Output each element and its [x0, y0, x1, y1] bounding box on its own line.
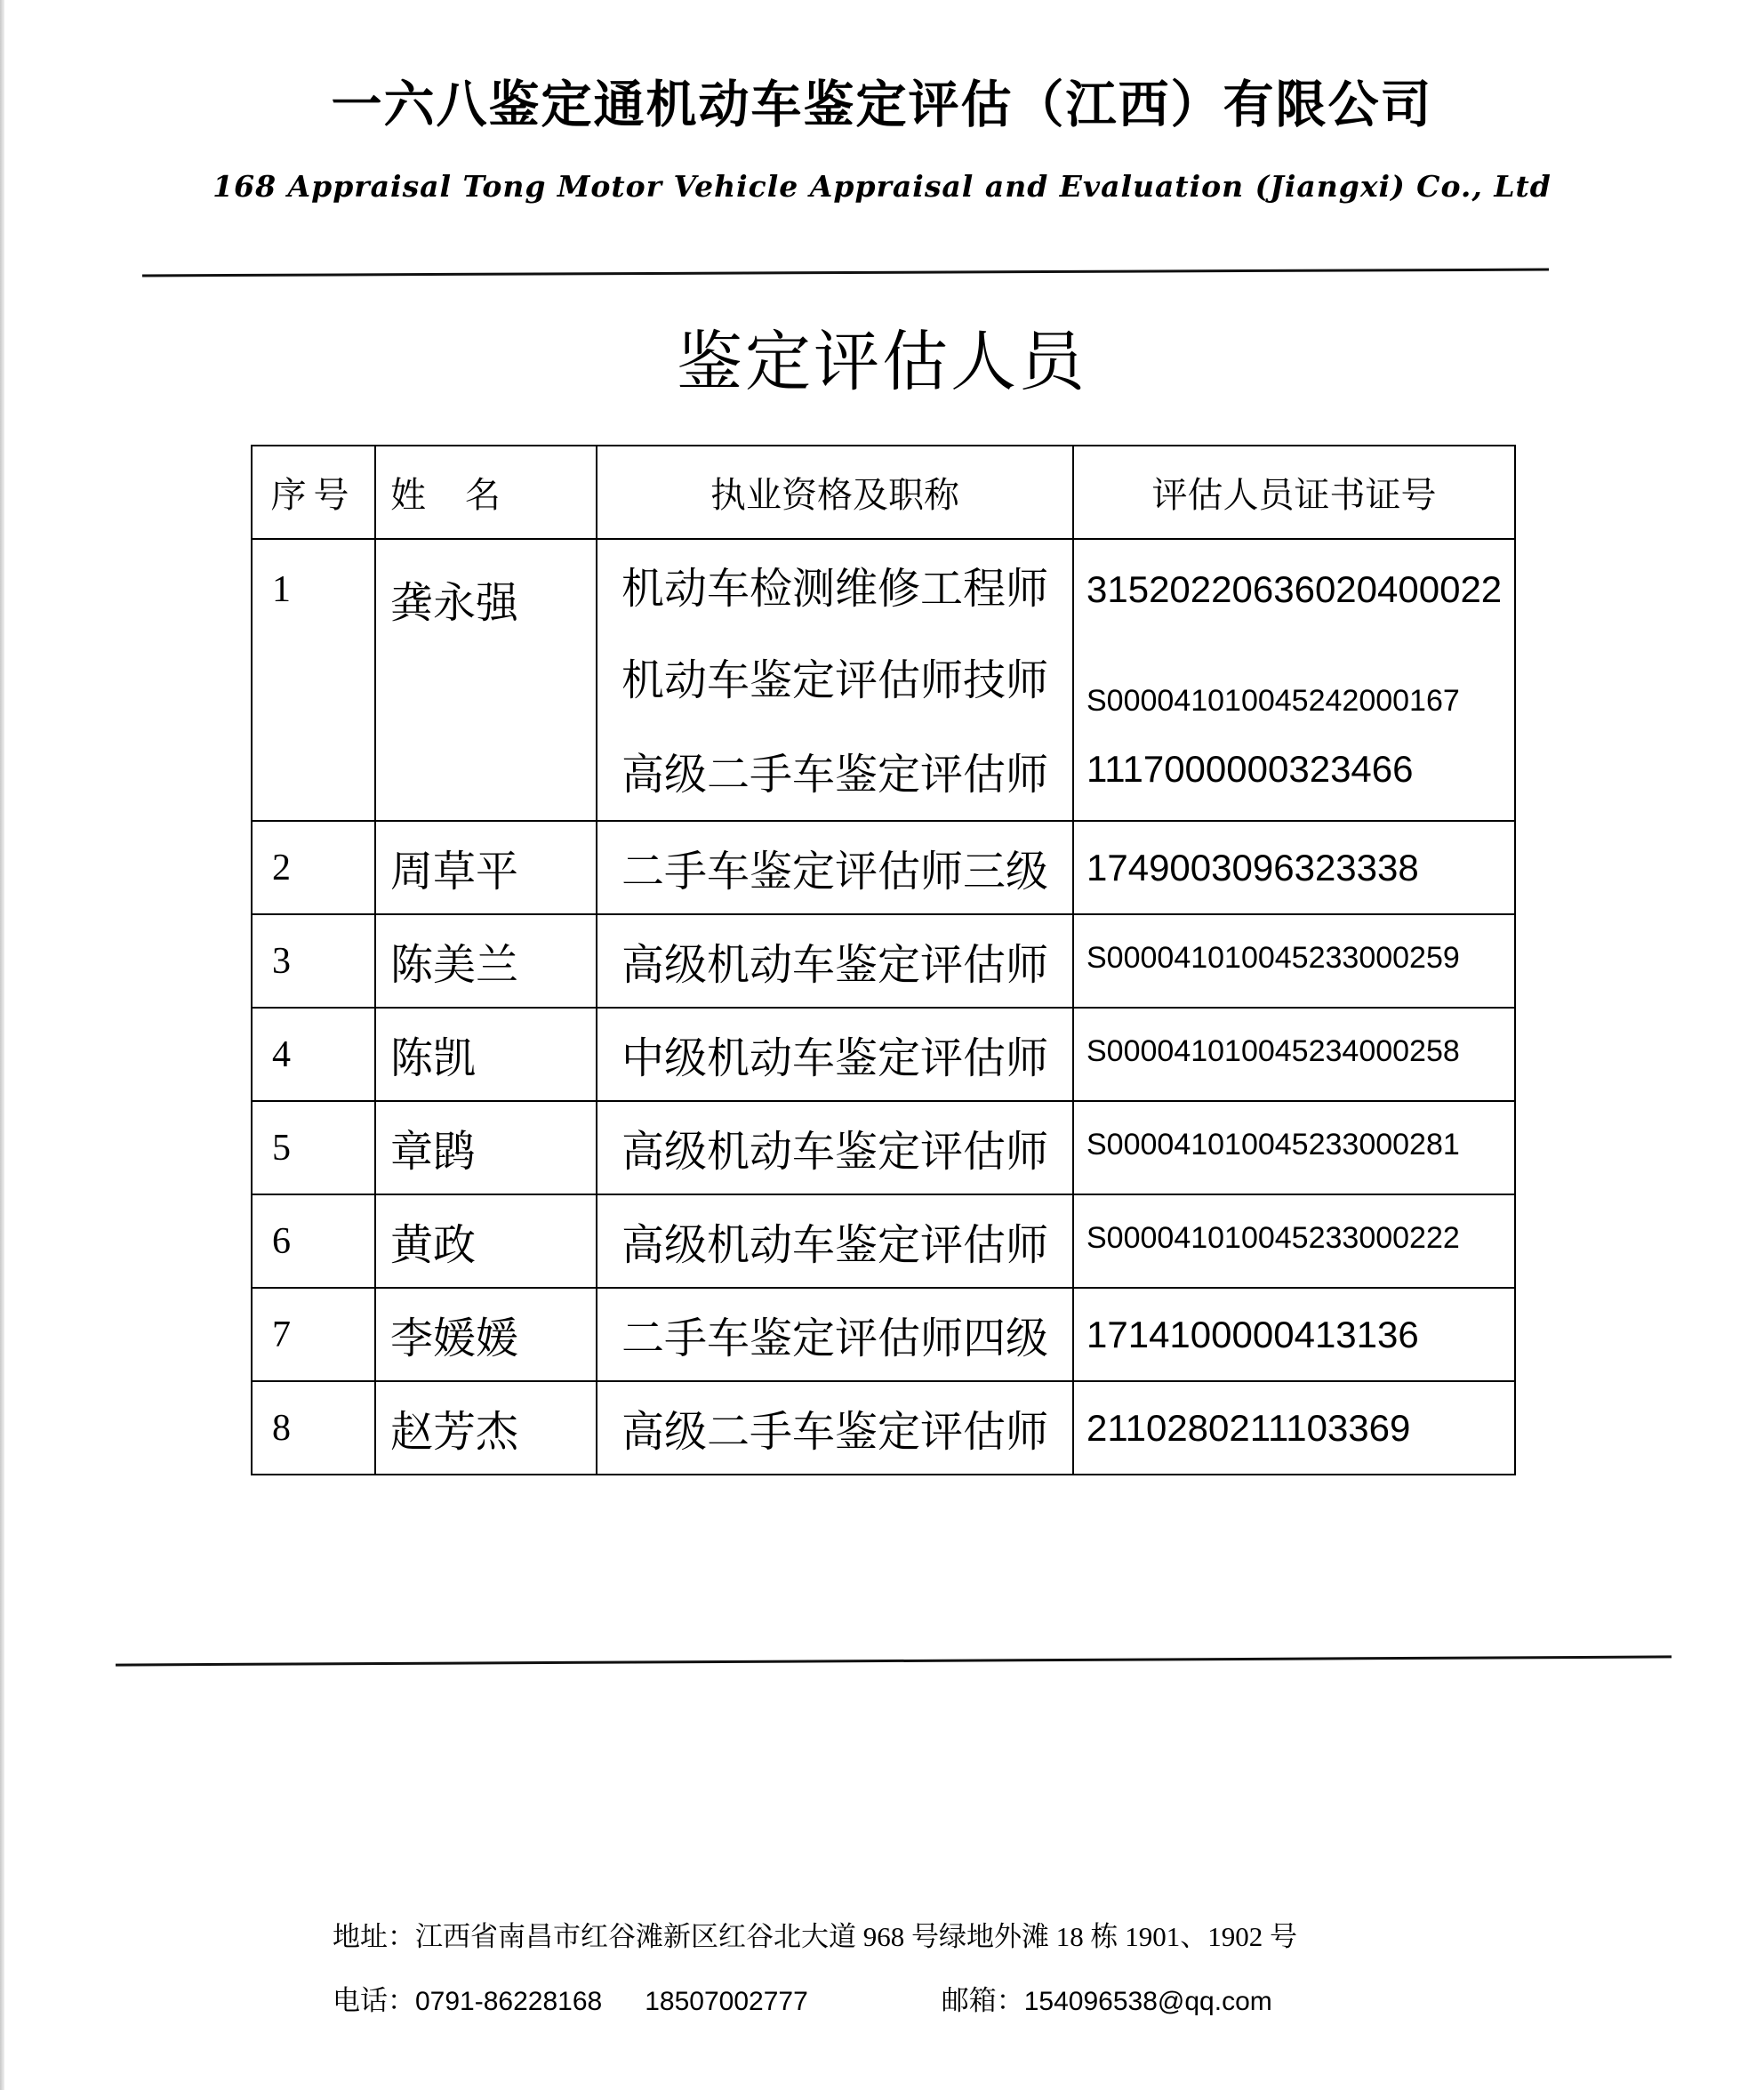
row-no: 6 — [252, 1194, 375, 1288]
qualification-line: 机动车鉴定评估师技师 — [621, 657, 1048, 704]
row-qualifications: 高级二手车鉴定评估师 — [597, 1381, 1073, 1475]
header-qualification: 执业资格及职称 — [597, 446, 1073, 539]
address-label: 地址： — [333, 1921, 415, 1952]
qualification-line: 高级二手车鉴定评估师 — [621, 752, 1048, 799]
table-row — [252, 1288, 1515, 1381]
certificate-number: 1117000000323466 — [1086, 748, 1414, 790]
phone-label: 电话： — [333, 1985, 415, 2016]
qualification-line: 机动车检测维修工程师 — [621, 566, 1048, 613]
row-qualifications — [597, 539, 1073, 821]
footer-contact-line — [333, 1978, 1577, 2018]
header-divider — [142, 269, 1549, 277]
row-no: 2 — [252, 821, 375, 914]
row-name: 周草平 — [375, 821, 597, 914]
email-label: 邮箱： — [941, 1985, 1024, 2016]
footer-address-line — [333, 1914, 1577, 1954]
row-qualifications: 高级机动车鉴定评估师 — [597, 914, 1073, 1008]
table-row — [252, 821, 1515, 914]
personnel-table — [251, 445, 1516, 1475]
row-certificates: S000041010045233000222 — [1073, 1194, 1515, 1288]
row-certificates: 1714100000413136 — [1073, 1288, 1515, 1381]
row-name: 章鹍 — [375, 1101, 597, 1194]
row-qualifications: 高级机动车鉴定评估师 — [597, 1194, 1073, 1288]
row-name: 赵芳杰 — [375, 1381, 597, 1475]
row-certificates: 1749003096323338 — [1073, 821, 1515, 914]
certificate-number: 31520220636020400022 — [1086, 568, 1503, 610]
row-certificates — [1073, 539, 1515, 821]
address-value: 江西省南昌市红谷滩新区红谷北大道 968 号绿地外滩 18 栋 1901、1902 号 — [415, 1921, 1297, 1952]
certificate-number: S000041010045242000167 — [1086, 684, 1460, 718]
row-name: 陈美兰 — [375, 914, 597, 1008]
row-no: 7 — [252, 1288, 375, 1381]
table-header-row — [252, 446, 1515, 539]
row-qualifications: 二手车鉴定评估师三级 — [597, 821, 1073, 914]
email-value: 154096538@qq.com — [1023, 1987, 1272, 2016]
table-row — [252, 914, 1515, 1008]
header-name: 姓 名 — [375, 446, 597, 539]
table-row — [252, 1381, 1515, 1475]
table-row — [252, 539, 1515, 821]
row-certificates: S000041010045234000258 — [1073, 1008, 1515, 1101]
row-qualifications: 二手车鉴定评估师四级 — [597, 1288, 1073, 1381]
row-name: 李媛媛 — [375, 1288, 597, 1381]
row-certificates: 2110280211103369 — [1073, 1381, 1515, 1475]
row-no: 8 — [252, 1381, 375, 1475]
row-no: 5 — [252, 1101, 375, 1194]
footer-divider — [116, 1655, 1672, 1666]
row-name: 黄政 — [375, 1194, 597, 1288]
row-no: 4 — [252, 1008, 375, 1101]
row-no: 1 — [252, 539, 375, 821]
row-certificates: S000041010045233000281 — [1073, 1101, 1515, 1194]
row-qualifications: 中级机动车鉴定评估师 — [597, 1008, 1073, 1101]
row-qualifications: 高级机动车鉴定评估师 — [597, 1101, 1073, 1194]
company-name-cn: 一六八鉴定通机动车鉴定评估（江西）有限公司 — [331, 77, 1433, 133]
table-row — [252, 1194, 1515, 1288]
header-no: 序号 — [252, 446, 375, 539]
table-row — [252, 1101, 1515, 1194]
table-row — [252, 1008, 1515, 1101]
row-no: 3 — [252, 914, 375, 1008]
page-title: 鉴定评估人员 — [677, 326, 1087, 399]
row-certificates: S000041010045233000259 — [1073, 914, 1515, 1008]
phone-number-2: 18507002777 — [645, 1987, 808, 2016]
header-certificate: 评估人员证书证号 — [1073, 446, 1515, 539]
row-name: 陈凯 — [375, 1008, 597, 1101]
company-name-en: 168 Appraisal Tong Motor Vehicle Appraisal and Evaluation (Jiangxi) Co., Ltd — [212, 169, 1552, 204]
phone-number-1: 0791-86228168 — [415, 1987, 603, 2016]
row-name: 龚永强 — [375, 539, 597, 821]
